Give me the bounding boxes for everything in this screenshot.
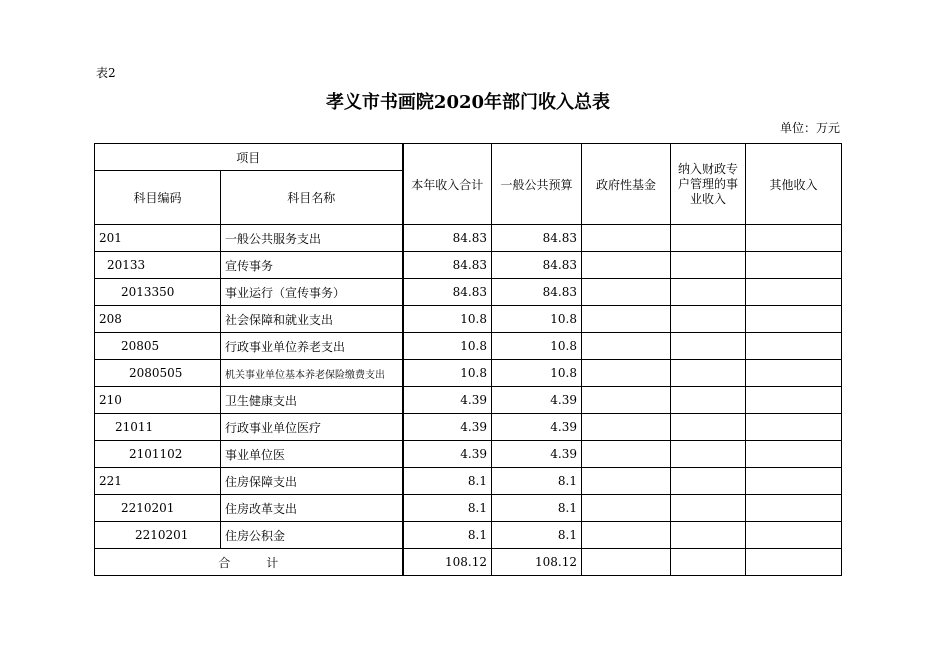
row-fiscal: [671, 225, 746, 252]
row-gov-fund: [582, 225, 671, 252]
row-name: 宣传事务: [221, 252, 403, 279]
row-other: [746, 360, 842, 387]
row-fiscal: [671, 441, 746, 468]
row-fiscal: [671, 495, 746, 522]
row-total: 10.8: [403, 333, 492, 360]
row-other: [746, 387, 842, 414]
row-code: 2080505: [95, 360, 221, 387]
row-general: 4.39: [492, 441, 582, 468]
row-name: 事业运行（宣传事务）: [221, 279, 403, 306]
row-name: 事业单位医: [221, 441, 403, 468]
row-general: 8.1: [492, 468, 582, 495]
row-gov-fund: [582, 468, 671, 495]
row-general: 10.8: [492, 360, 582, 387]
header-code: 科目编码: [95, 171, 221, 225]
row-fiscal: [671, 468, 746, 495]
row-general: 10.8: [492, 333, 582, 360]
row-code: 210: [95, 387, 221, 414]
row-gov-fund: [582, 252, 671, 279]
row-gov-fund: [582, 387, 671, 414]
row-total: 84.83: [403, 225, 492, 252]
row-total: 84.83: [403, 279, 492, 306]
total-general: 108.12: [492, 549, 582, 576]
row-other: [746, 279, 842, 306]
row-general: 4.39: [492, 387, 582, 414]
row-code: 20133: [95, 252, 221, 279]
header-fiscal-special: 纳入财政专户管理的事业收入: [671, 144, 746, 225]
total-row: [95, 549, 842, 576]
header-gov-fund: 政府性基金: [582, 144, 671, 225]
row-general: 84.83: [492, 225, 582, 252]
row-other: [746, 468, 842, 495]
row-fiscal: [671, 360, 746, 387]
row-general: 10.8: [492, 306, 582, 333]
row-total: 8.1: [403, 468, 492, 495]
row-code: 2013350: [95, 279, 221, 306]
row-other: [746, 225, 842, 252]
row-gov-fund: [582, 441, 671, 468]
row-total: 4.39: [403, 387, 492, 414]
row-name: 行政事业单位养老支出: [221, 333, 403, 360]
row-code: 221: [95, 468, 221, 495]
table-row: [95, 225, 842, 252]
row-general: 8.1: [492, 522, 582, 549]
total-gov-fund: [582, 549, 671, 576]
header-other: 其他收入: [746, 144, 842, 225]
header-project: 项目: [95, 144, 403, 171]
row-total: 4.39: [403, 441, 492, 468]
row-other: [746, 333, 842, 360]
table-row: [95, 522, 842, 549]
header-name: 科目名称: [221, 171, 403, 225]
row-fiscal: [671, 306, 746, 333]
row-code: 201: [95, 225, 221, 252]
table-row: [95, 252, 842, 279]
row-name: 住房保障支出: [221, 468, 403, 495]
row-gov-fund: [582, 522, 671, 549]
row-name: 卫生健康支出: [221, 387, 403, 414]
row-name: 机关事业单位基本养老保险缴费支出: [221, 360, 403, 387]
row-total: 8.1: [403, 522, 492, 549]
row-code: 20805: [95, 333, 221, 360]
row-gov-fund: [582, 360, 671, 387]
header-general-budget: 一般公共预算: [492, 144, 582, 225]
row-general: 84.83: [492, 252, 582, 279]
row-code: 2210201: [95, 522, 221, 549]
row-fiscal: [671, 333, 746, 360]
table-row: [95, 387, 842, 414]
row-code: 208: [95, 306, 221, 333]
row-code: 21011: [95, 414, 221, 441]
row-total: 8.1: [403, 495, 492, 522]
row-gov-fund: [582, 414, 671, 441]
row-other: [746, 441, 842, 468]
row-fiscal: [671, 414, 746, 441]
table-row: [95, 468, 842, 495]
table-row: [95, 333, 842, 360]
row-total: 10.8: [403, 306, 492, 333]
row-code: 2210201: [95, 495, 221, 522]
row-fiscal: [671, 252, 746, 279]
row-total: 10.8: [403, 360, 492, 387]
row-name: 住房公积金: [221, 522, 403, 549]
table-row: [95, 495, 842, 522]
total-amount: 108.12: [403, 549, 492, 576]
page-title: 孝义市书画院2020年部门收入总表: [325, 92, 611, 113]
row-name: 住房改革支出: [221, 495, 403, 522]
header-row-1: [95, 144, 842, 171]
table-label: 表2: [96, 66, 116, 80]
row-other: [746, 522, 842, 549]
total-fiscal: [671, 549, 746, 576]
row-name: 行政事业单位医疗: [221, 414, 403, 441]
table-row: [95, 360, 842, 387]
row-fiscal: [671, 522, 746, 549]
row-fiscal: [671, 279, 746, 306]
total-label: 合 计: [95, 549, 403, 576]
row-gov-fund: [582, 279, 671, 306]
income-table: [94, 143, 842, 576]
row-gov-fund: [582, 306, 671, 333]
row-other: [746, 252, 842, 279]
row-name: 社会保障和就业支出: [221, 306, 403, 333]
table-row: [95, 414, 842, 441]
unit-label: 单位：万元: [779, 121, 840, 135]
row-general: 84.83: [492, 279, 582, 306]
table-row: [95, 441, 842, 468]
row-other: [746, 306, 842, 333]
table-row: [95, 306, 842, 333]
row-fiscal: [671, 387, 746, 414]
row-total: 4.39: [403, 414, 492, 441]
total-other: [746, 549, 842, 576]
table-row: [95, 279, 842, 306]
row-other: [746, 495, 842, 522]
row-gov-fund: [582, 333, 671, 360]
row-other: [746, 414, 842, 441]
row-general: 4.39: [492, 414, 582, 441]
row-code: 2101102: [95, 441, 221, 468]
row-general: 8.1: [492, 495, 582, 522]
header-total: 本年收入合计: [403, 144, 492, 225]
row-total: 84.83: [403, 252, 492, 279]
row-gov-fund: [582, 495, 671, 522]
row-name: 一般公共服务支出: [221, 225, 403, 252]
